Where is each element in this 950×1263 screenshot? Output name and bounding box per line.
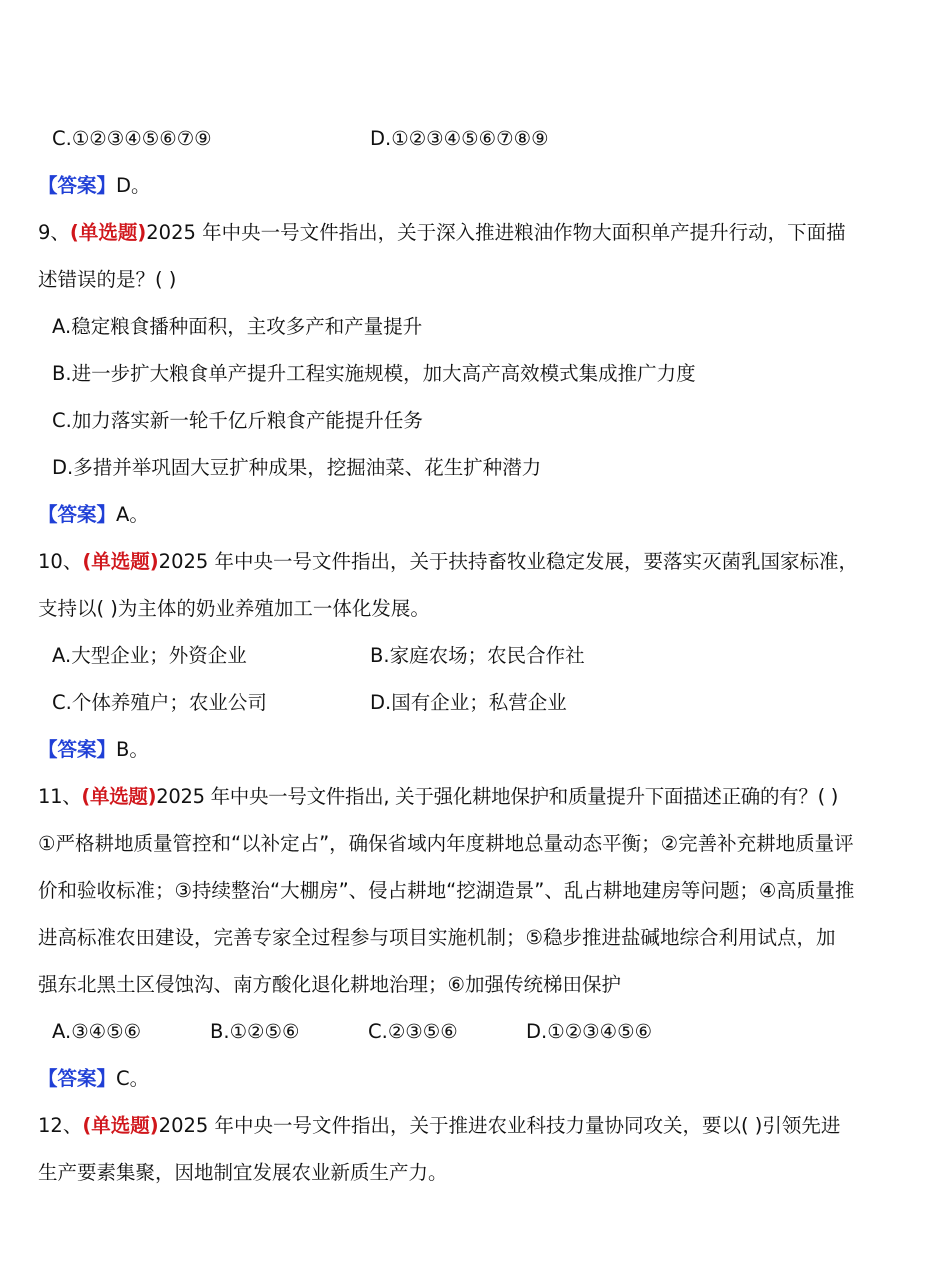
q12-stem-line2: 生产要素集聚，因地制宜发展农业新质生产力。 xyxy=(38,1161,448,1184)
question-type: (单选题) xyxy=(82,550,159,573)
q9-option-c: C.加力落实新一轮千亿斤粮食产能提升任务 xyxy=(52,409,423,432)
q10-option-b: B.家庭农场；农民合作社 xyxy=(370,644,585,667)
q11-option-b: B.①②⑤⑥ xyxy=(210,1020,300,1043)
q10-stem-line2: 支持以( )为主体的奶业养殖加工一体化发展。 xyxy=(38,597,430,620)
q9-option-d: D.多措并举巩固大豆扩种成果，挖掘油菜、花生扩种潜力 xyxy=(52,456,542,479)
q11-stem-line2: ①严格耕地质量管控和“以补定占”，确保省域内年度耕地总量动态平衡；②完善补充耕地质量评 xyxy=(38,832,854,855)
question-text: 2025 年中央一号文件指出，关于深入推进粮油作物大面积单产提升行动，下面描 xyxy=(146,221,846,244)
q12-stem-line1 xyxy=(38,1111,918,1141)
q10-option-d: D.国有企业；私营企业 xyxy=(370,691,567,714)
answer-value: A。 xyxy=(116,503,149,526)
question-text: 2025 年中央一号文件指出, 关于强化耕地保护和质量提升下面描述正确的有？( ) xyxy=(156,785,839,808)
question-number: 12、 xyxy=(38,1114,83,1137)
q11-option-a: A.③④⑤⑥ xyxy=(52,1020,142,1043)
q9-option-a: A.稳定粮食播种面积，主攻多产和产量提升 xyxy=(52,315,423,338)
question-type: (单选题) xyxy=(81,785,157,808)
q11-option-c: C.②③⑤⑥ xyxy=(368,1020,458,1043)
question-type: (单选题) xyxy=(82,1114,159,1137)
q10-option-a: A.大型企业；外资企业 xyxy=(52,644,247,667)
q10-answer xyxy=(38,735,918,765)
q11-answer xyxy=(38,1064,918,1094)
q8-answer xyxy=(38,171,918,201)
question-number: 11、 xyxy=(38,785,82,808)
answer-value: D。 xyxy=(116,174,151,197)
q10-options-row1 xyxy=(52,641,932,671)
q11-stem-line1 xyxy=(38,782,918,812)
answer-tag: 【答案】 xyxy=(38,738,117,761)
q11-stem-line4: 进高标准农田建设，完善专家全过程参与项目实施机制；⑤稳步推进盐碱地综合利用试点，加 xyxy=(38,926,836,949)
q10-option-c: C.个体养殖户；农业公司 xyxy=(52,691,267,714)
q8-option-d: D.①②③④⑤⑥⑦⑧⑨ xyxy=(370,127,549,150)
q11-stem-line5: 强东北黑土区侵蚀沟、南方酸化退化耕地治理；⑥加强传统梯田保护 xyxy=(38,973,621,996)
answer-tag: 【答案】 xyxy=(38,503,117,526)
q10-stem-line1 xyxy=(38,547,918,577)
question-text: 2025 年中央一号文件指出，关于推进农业科技力量协同攻关，要以( )引领先进 xyxy=(158,1114,841,1137)
q9-stem-line1 xyxy=(38,218,918,248)
q8-options-row xyxy=(52,124,932,154)
q9-answer xyxy=(38,500,918,530)
question-number: 10、 xyxy=(38,550,83,573)
q10-options-row2 xyxy=(52,688,932,718)
answer-value: B。 xyxy=(116,738,149,761)
question-text: 2025 年中央一号文件指出，关于扶持畜牧业稳定发展，要落实灭菌乳国家标准， xyxy=(158,550,858,573)
q9-option-b: B.进一步扩大粮食单产提升工程实施规模，加大高产高效模式集成推广力度 xyxy=(52,362,696,385)
q8-option-c: C.①②③④⑤⑥⑦⑨ xyxy=(52,127,212,150)
question-type: (单选题) xyxy=(69,221,147,244)
q11-stem-line3: 价和验收标准；③持续整治“大棚房”、侵占耕地“挖湖造景”、乱占耕地建房等问题；④高质量推 xyxy=(38,879,855,902)
q9-stem-line2: 述错误的是？( ) xyxy=(38,268,177,291)
answer-tag: 【答案】 xyxy=(38,174,117,197)
q11-option-d: D.①②③④⑤⑥ xyxy=(526,1020,653,1043)
answer-value: C。 xyxy=(116,1067,150,1090)
question-number: 9、 xyxy=(38,221,70,244)
answer-tag: 【答案】 xyxy=(38,1067,117,1090)
